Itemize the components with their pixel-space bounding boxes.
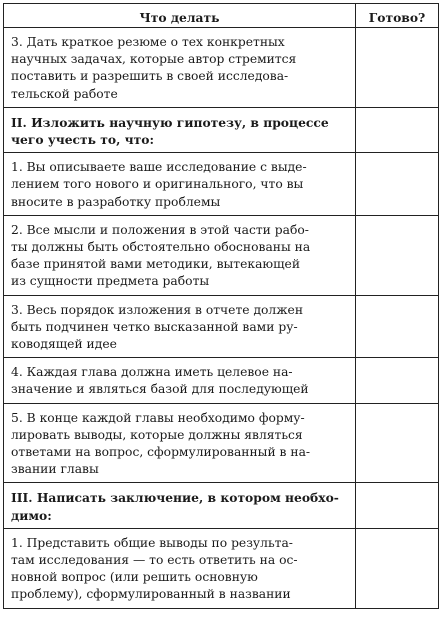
table-row [4,215,439,295]
task-line: значение и являться базой для последующей [11,382,309,397]
task-line: базе принятой вами методики, вытекающей [11,257,301,272]
header-row [4,4,439,28]
section-line: чего учесть то, что: [11,132,155,148]
task-cell [4,358,356,403]
task-line: проблему), сформулированный в названии [11,587,291,602]
task-line: 3. Весь порядок изложения в отчете должен [11,302,304,317]
task-line: лировать выводы, которые должны являться [11,427,303,442]
table-row [4,403,439,483]
table-row [4,528,439,608]
done-cell[interactable] [356,215,439,295]
task-cell [4,295,356,358]
task-line: там исследования — то есть ответить на ос- [11,553,298,568]
done-cell[interactable] [356,528,439,608]
task-line: вносите в разработку проблемы [11,194,221,209]
task-cell [4,528,356,608]
task-line: быть подчинен четко высказанной вами ру- [11,319,298,334]
task-line: ководящей идее [11,337,117,352]
done-cell[interactable] [356,107,439,152]
done-cell[interactable] [356,153,439,216]
task-line: ты должны быть обстоятельно обоснованы на [11,240,311,255]
task-cell [4,403,356,483]
checklist-table [3,3,439,609]
task-line: 2. Все мысли и положения в этой части рабо- [11,222,309,237]
section-line: димо: [11,507,52,523]
task-line: тельской работе [11,86,118,101]
done-cell[interactable] [356,295,439,358]
table-row [4,358,439,403]
done-cell[interactable] [356,403,439,483]
task-line: звании главы [11,462,99,477]
task-cell [4,28,356,108]
task-line: поставить и разрешить в своей исследова- [11,69,289,84]
task-cell [4,215,356,295]
task-line: ответами на вопрос, сформулированный в на- [11,445,311,460]
task-cell [4,153,356,216]
task-line: 4. Каждая глава должна иметь целевое на- [11,365,293,380]
done-cell[interactable] [356,483,439,528]
task-line: из сущности предмета работы [11,274,210,289]
done-cell[interactable] [356,28,439,108]
section-heading-cell [4,483,356,528]
task-line: 3. Дать краткое резюме о тех конкретных [11,35,285,49]
section-row [4,483,439,528]
task-line: новной вопрос (или решить основную [11,570,258,585]
header-done: Готово? [356,4,439,28]
section-line: II. Изложить научную гипотезу, в процессе [11,114,329,130]
task-line: 5. В конце каждой главы необходимо форму- [11,410,305,425]
table-row [4,28,439,108]
header-what: Что делать [4,4,356,28]
task-line: научных задачах, которые автор стремится [11,52,297,67]
task-line: 1. Вы описываете ваше исследование с выде- [11,160,307,175]
task-line: лением того нового и оригинального, что вы [11,177,304,192]
task-line: 1. Представить общие выводы по результа- [11,535,293,550]
table-row [4,153,439,216]
done-cell[interactable] [356,358,439,403]
table-row [4,295,439,358]
section-row [4,107,439,152]
section-heading-cell [4,107,356,152]
section-line: III. Написать заключение, в котором необхо- [11,490,339,506]
